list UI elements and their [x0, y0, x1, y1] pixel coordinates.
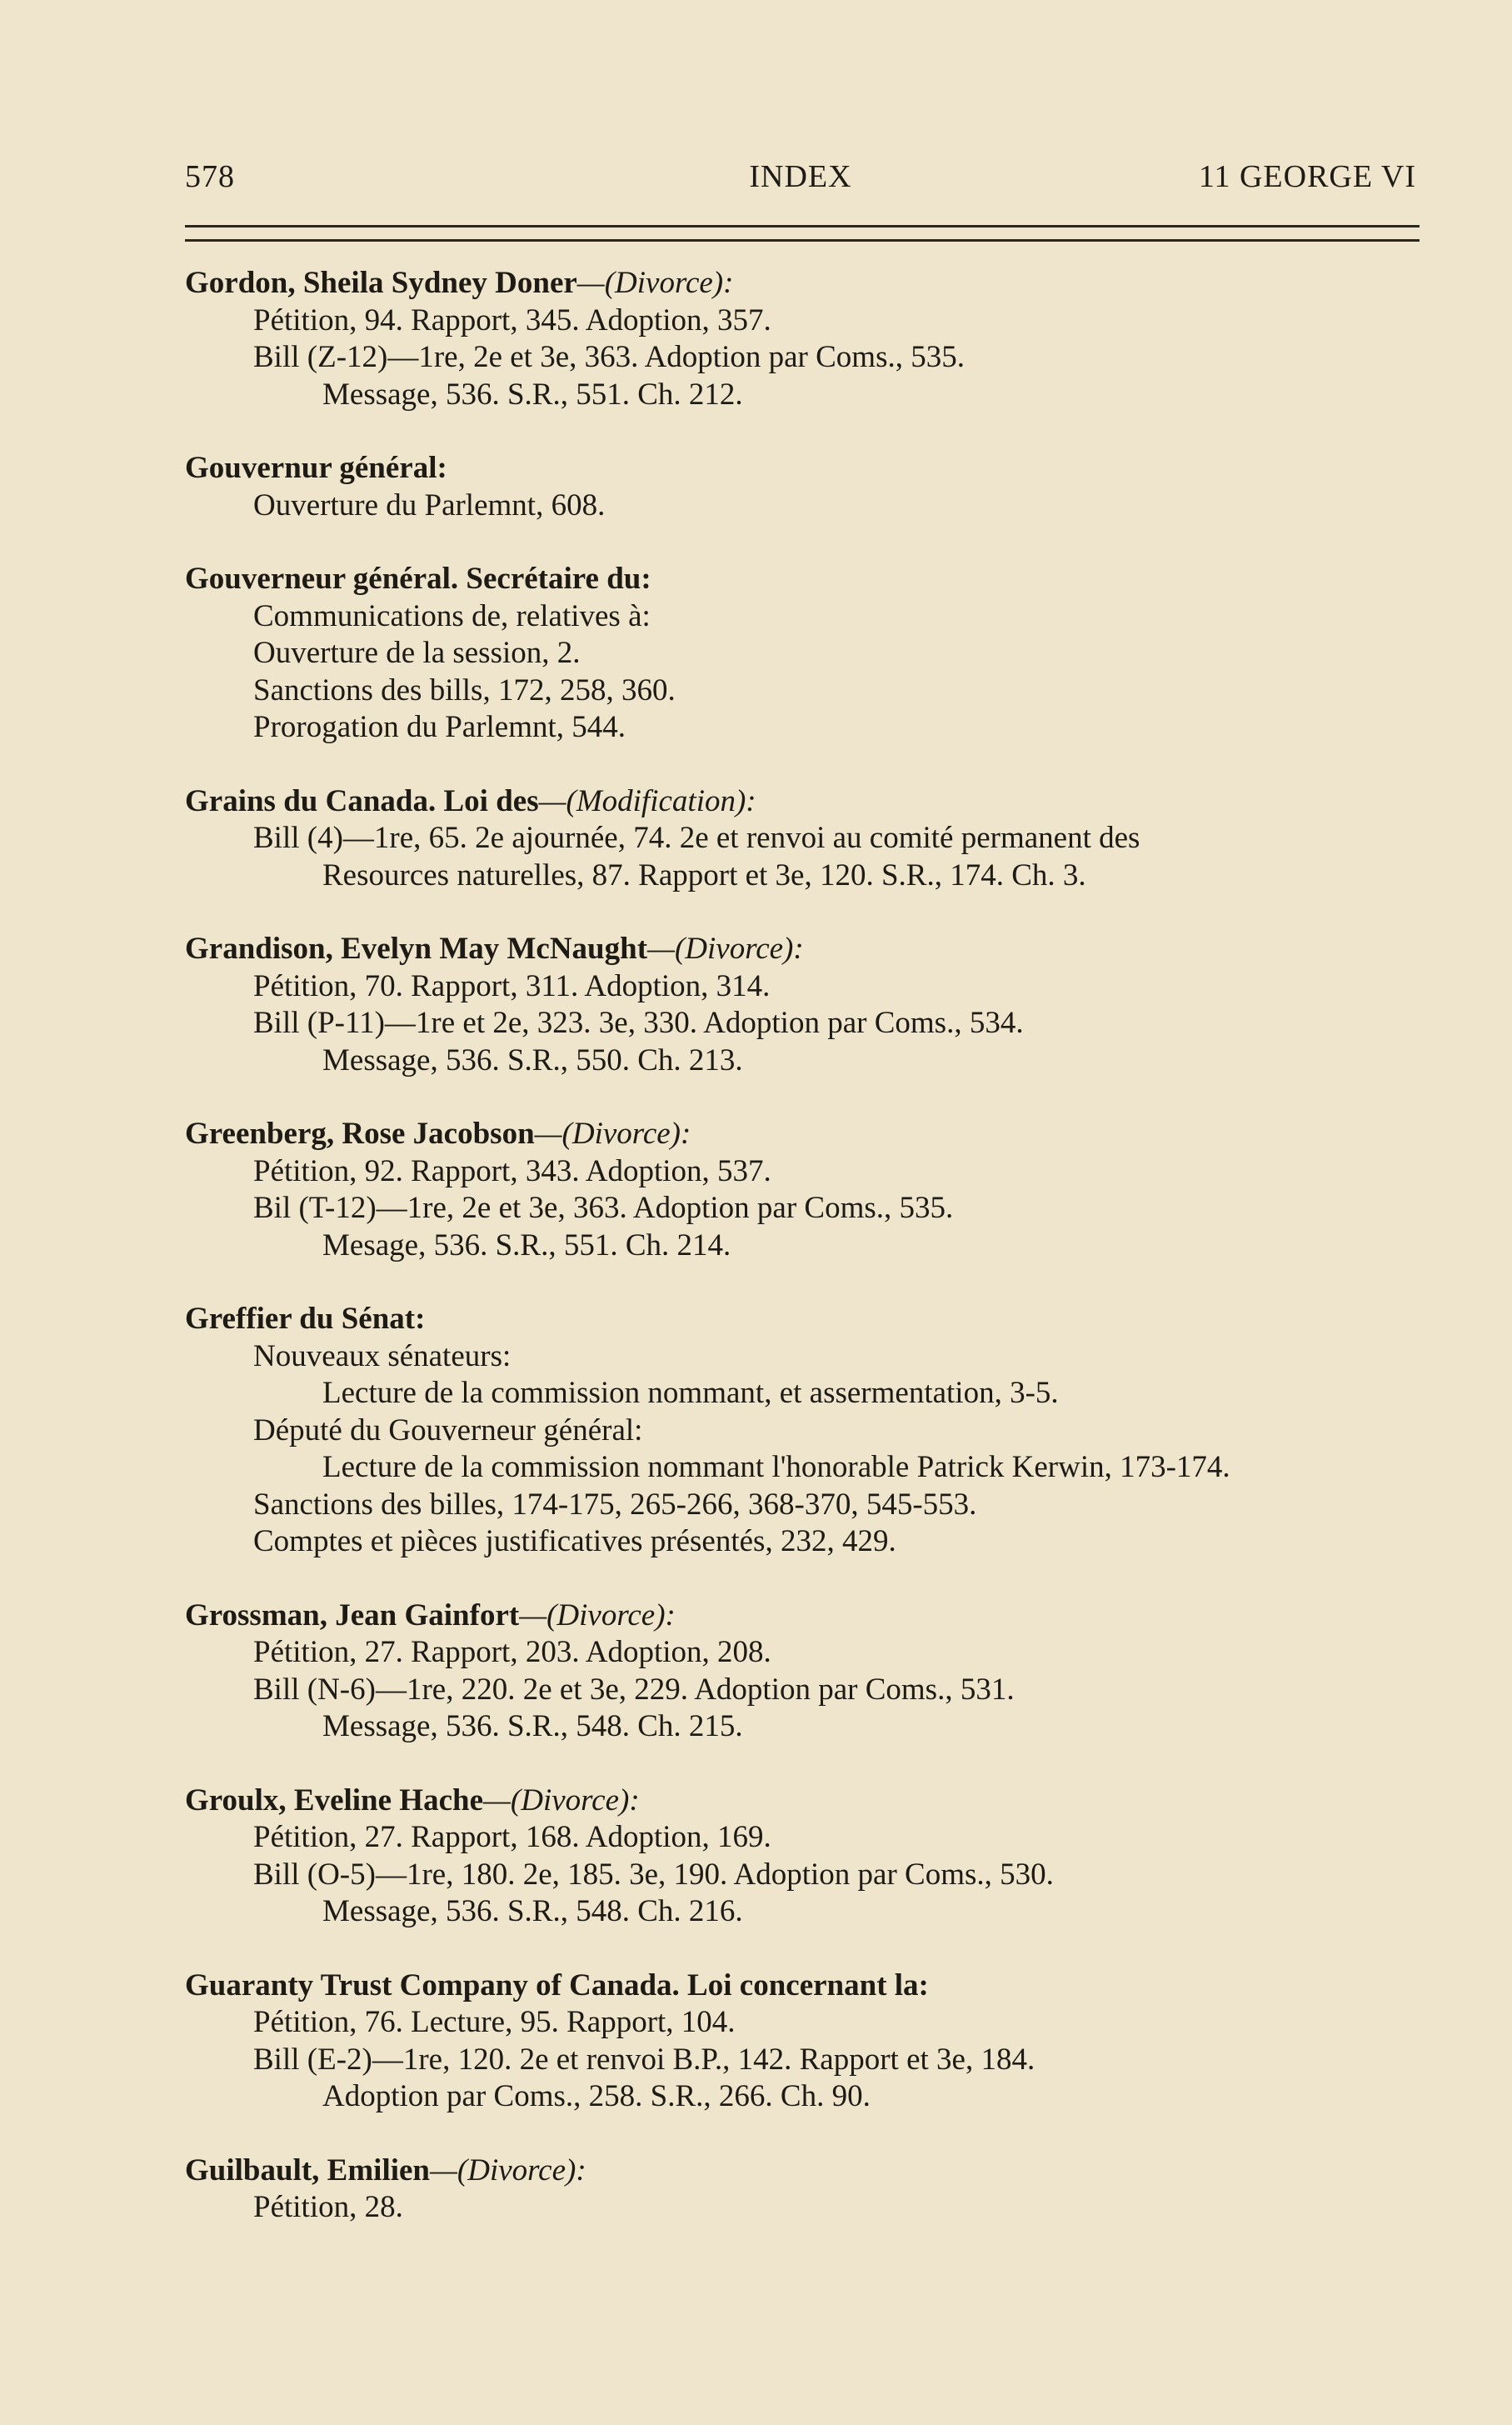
entry-line: Pétition, 76. Lecture, 95. Rapport, 104. [253, 2005, 736, 2039]
header-double-rule [185, 225, 1420, 242]
entry-heading-subject: —(Divorce): [519, 1598, 676, 1632]
entry-line: Bill (O-5)—1re, 180. 2e, 185. 3e, 190. Adoption par Coms., 530. [253, 1857, 1054, 1892]
index-entry [185, 1598, 1435, 1746]
index-entry [185, 1116, 1435, 1264]
index-entry [185, 1301, 1435, 1561]
entry-line: Bill (4)—1re, 65. 2e ajournée, 74. 2e et renvoi au comité permanent des [253, 821, 1140, 855]
entry-heading-subject: —(Divorce): [647, 932, 804, 966]
entry-heading [185, 1116, 1435, 1153]
entry-line: Message, 536. S.R., 548. Ch. 215. [322, 1709, 743, 1743]
entry-heading-text: Gouverneur général. Secrétaire du: [185, 562, 651, 596]
entry-line: Pétition, 27. Rapport, 203. Adoption, 208. [253, 1635, 771, 1669]
entry-line: Nouveaux sénateurs: [253, 1338, 511, 1373]
entry-line: Bill (E-2)—1re, 120. 2e et renvoi B.P., 142. Rapport et 3e, 184. [253, 2042, 1035, 2077]
page-number: 578 [185, 159, 235, 194]
entry-heading-text: Gordon, Sheila Sydney Doner [185, 266, 577, 300]
entry-heading [185, 265, 1435, 302]
entry-line: Lecture de la commission nommant, et assermentation, 3-5. [322, 1376, 1059, 1410]
index-entry [185, 561, 1435, 747]
entry-heading-text: Greffier du Sénat: [185, 1302, 426, 1336]
entry-line: Mesage, 536. S.R., 551. Ch. 214. [322, 1228, 731, 1262]
entry-heading-text: Guilbault, Emilien [185, 2152, 431, 2188]
entry-heading [185, 450, 1435, 488]
index-entries [185, 265, 1435, 2263]
entry-line: Pétition, 92. Rapport, 343. Adoption, 537. [253, 1153, 771, 1188]
entry-heading [185, 783, 1435, 821]
page-header [185, 158, 1416, 205]
entry-line: Pétition, 27. Rapport, 168. Adoption, 169. [253, 1820, 771, 1854]
entry-line: Message, 536. S.R., 548. Ch. 216. [322, 1894, 743, 1928]
entry-heading-text: Groulx, Eveline Hache [185, 1782, 484, 1818]
entry-line: Lecture de la commission nommant l'honorable Patrick Kerwin, 173-174. [322, 1450, 1230, 1484]
entry-heading-text: Guaranty Trust Company of Canada. Loi concernant la: [185, 1968, 929, 2002]
entry-heading-subject: —(Divorce): [430, 2152, 586, 2188]
entry-line: Sanctions des bills, 172, 258, 360. [253, 672, 676, 708]
entry-heading-subject: —(Divorce): [576, 266, 734, 300]
entry-line: Pétition, 94. Rapport, 345. Adoption, 357. [253, 302, 771, 338]
entry-heading [185, 931, 1435, 968]
entry-heading-text: Grossman, Jean Gainfort [185, 1598, 520, 1632]
entry-line: Prorogation du Parlemnt, 544. [253, 710, 626, 744]
entry-line: Député du Gouverneur général: [253, 1412, 643, 1448]
entry-heading [185, 561, 1435, 598]
entry-heading-text: Gouvernur général: [185, 451, 447, 485]
entry-heading-subject: —(Divorce): [534, 1117, 691, 1151]
entry-line: Bill (Z-12)—1re, 2e et 3e, 363. Adoption par Coms., 535. [253, 340, 965, 374]
entry-heading-subject: —(Modification): [538, 783, 756, 818]
entry-heading [185, 2152, 1435, 2190]
entry-line: Message, 536. S.R., 551. Ch. 212. [322, 377, 743, 412]
entry-line: Bill (P-11)—1re et 2e, 323. 3e, 330. Adoption par Coms., 534. [253, 1006, 1024, 1040]
index-entry [185, 450, 1435, 524]
index-entry [185, 265, 1435, 413]
entry-line: Communications de, relatives à: [253, 598, 651, 633]
entry-line: Bill (N-6)—1re, 220. 2e et 3e, 229. Adoption par Coms., 531. [253, 1672, 1015, 1707]
entry-line: Adoption par Coms., 258. S.R., 266. Ch. 90. [322, 2079, 871, 2113]
entry-heading [185, 1782, 1435, 1820]
index-entry [185, 783, 1435, 895]
entry-heading-text: Greenberg, Rose Jacobson [185, 1117, 535, 1151]
entry-heading-subject: —(Divorce): [483, 1782, 640, 1818]
entry-heading [185, 1301, 1435, 1338]
entry-line: Pétition, 70. Rapport, 311. Adoption, 314. [253, 968, 771, 1003]
entry-heading [185, 1598, 1435, 1635]
index-entry [185, 1782, 1435, 1931]
index-entry [185, 931, 1435, 1079]
index-entry [185, 2152, 1435, 2227]
entry-heading-text: Grandison, Evelyn May McNaught [185, 932, 648, 966]
entry-line: Ouverture de la session, 2. [253, 636, 581, 670]
entry-line: Message, 536. S.R., 550. Ch. 213. [322, 1042, 743, 1078]
session-title: 11 GEORGE VI [1198, 159, 1416, 194]
entry-line: Ouverture du Parlemnt, 608. [253, 488, 606, 522]
page-title: INDEX [749, 159, 852, 194]
entry-line: Bil (T-12)—1re, 2e et 3e, 363. Adoption par Coms., 535. [253, 1191, 954, 1225]
entry-line: Comptes et pièces justificatives présentés, 232, 429. [253, 1524, 896, 1558]
entry-heading-text: Grains du Canada. Loi des [185, 783, 539, 818]
entry-line: Pétition, 28. [253, 2190, 403, 2224]
entry-line: Resources naturelles, 87. Rapport et 3e, 120. S.R., 174. Ch. 3. [322, 858, 1086, 892]
entry-line: Sanctions des billes, 174-175, 265-266, 368-370, 545-553. [253, 1487, 977, 1522]
entry-heading [185, 1968, 1435, 2005]
index-entry [185, 1968, 1435, 2116]
